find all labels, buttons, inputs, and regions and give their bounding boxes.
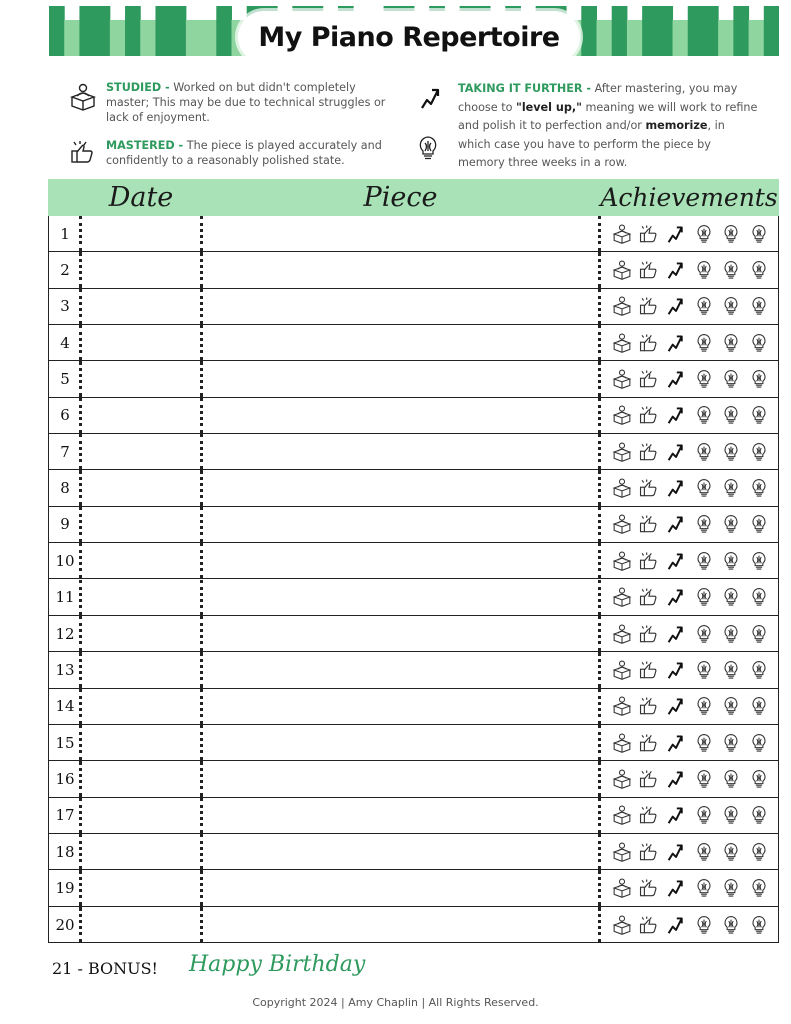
arrow-up-icon[interactable]	[667, 551, 687, 571]
row-number: 6	[60, 406, 70, 425]
box-person-icon[interactable]	[612, 805, 632, 825]
lightbulb-icon[interactable]	[695, 769, 715, 789]
box-person-icon[interactable]	[612, 624, 632, 644]
lightbulb-icon[interactable]	[695, 660, 715, 680]
piece-divider	[200, 689, 203, 724]
date-divider	[79, 907, 82, 943]
lightbulb-icon[interactable]	[750, 624, 770, 644]
lightbulb-icon[interactable]	[722, 587, 742, 607]
piano-key	[673, 20, 689, 56]
row-number: 12	[55, 624, 75, 643]
achievements-divider	[598, 434, 601, 469]
header-date: Date	[108, 182, 174, 213]
piano-key	[216, 6, 232, 56]
piano-key	[155, 6, 171, 56]
table-row	[49, 689, 778, 725]
date-divider	[79, 543, 82, 578]
date-divider	[79, 870, 82, 905]
box-person-icon[interactable]	[612, 405, 632, 425]
achievements-cell	[604, 761, 778, 796]
lightbulb-icon[interactable]	[695, 624, 715, 644]
lightbulb-icon[interactable]	[695, 478, 715, 498]
arrow-up-icon[interactable]	[667, 514, 687, 534]
lightbulb-icon[interactable]	[750, 842, 770, 862]
thumbs-up-icon[interactable]	[639, 769, 659, 789]
lightbulb-icon	[417, 135, 439, 161]
piece-divider	[200, 580, 203, 615]
thumbs-up-icon[interactable]	[639, 733, 659, 753]
lightbulb-icon[interactable]	[750, 296, 770, 316]
achievements-divider	[598, 580, 601, 615]
lightbulb-icon[interactable]	[695, 224, 715, 244]
achievements-cell	[604, 616, 778, 651]
piece-divider	[200, 907, 203, 943]
box-person-icon[interactable]	[612, 333, 632, 353]
lightbulb-icon[interactable]	[695, 296, 715, 316]
box-person-icon[interactable]	[612, 514, 632, 534]
lightbulb-icon[interactable]	[695, 842, 715, 862]
row-number: 13	[55, 660, 75, 679]
achievements-cell	[604, 252, 778, 287]
lightbulb-icon[interactable]	[722, 733, 742, 753]
box-person-icon[interactable]	[612, 296, 632, 316]
achievements-divider	[598, 616, 601, 651]
legend-taking-further: TAKING IT FURTHER - After mastering, you may choose to "level up," meaning we will work to refine and polish it to perfection and/or memorize, in which case you have to perform the piece by memory three weeks in a row.	[458, 82, 758, 169]
date-divider	[79, 325, 82, 360]
achievements-cell	[604, 289, 778, 324]
date-divider	[79, 434, 82, 469]
table-row	[49, 834, 778, 870]
thumbs-up-icon[interactable]	[639, 442, 659, 462]
table-row	[49, 252, 778, 288]
achievements-divider	[598, 470, 601, 505]
piano-key	[125, 6, 141, 56]
date-divider	[79, 398, 82, 433]
piano-key	[95, 6, 111, 56]
lightbulb-icon[interactable]	[695, 878, 715, 898]
piano-key	[718, 20, 734, 56]
piano-key	[581, 6, 597, 56]
table-row	[49, 325, 778, 361]
thumbs-up-icon[interactable]	[639, 369, 659, 389]
date-divider	[79, 689, 82, 724]
piece-divider	[200, 434, 203, 469]
lightbulb-icon[interactable]	[750, 696, 770, 716]
thumbs-up-icon[interactable]	[639, 660, 659, 680]
table-row	[49, 507, 778, 543]
row-number: 20	[55, 915, 75, 934]
bonus-label: 21 - BONUS!	[52, 959, 158, 978]
legend-mastered: MASTERED - The piece is played accurately and confidently to a reasonably polished state.	[106, 139, 382, 167]
piano-key	[749, 20, 765, 56]
thumbs-up-icon[interactable]	[639, 478, 659, 498]
lightbulb-icon[interactable]	[750, 915, 770, 935]
page-title: My Piano Repertoire	[258, 21, 560, 53]
lightbulb-icon[interactable]	[722, 224, 742, 244]
lightbulb-icon[interactable]	[722, 660, 742, 680]
arrow-up-icon[interactable]	[667, 224, 687, 244]
lightbulb-icon[interactable]	[750, 551, 770, 571]
arrow-up-icon[interactable]	[667, 878, 687, 898]
table-row	[49, 616, 778, 652]
arrow-up-icon[interactable]	[667, 915, 687, 935]
lightbulb-icon[interactable]	[722, 369, 742, 389]
lightbulb-icon[interactable]	[695, 805, 715, 825]
lightbulb-icon[interactable]	[750, 587, 770, 607]
box-person-icon[interactable]	[612, 769, 632, 789]
piano-key	[79, 6, 95, 56]
lightbulb-icon[interactable]	[695, 733, 715, 753]
achievements-divider	[598, 798, 601, 833]
achievements-divider	[598, 216, 601, 251]
piano-key	[627, 20, 643, 56]
arrow-up-icon[interactable]	[667, 805, 687, 825]
table-row	[49, 216, 778, 252]
piece-divider	[200, 507, 203, 542]
arrow-up-icon[interactable]	[667, 769, 687, 789]
box-person-icon[interactable]	[612, 733, 632, 753]
achievements-cell	[604, 507, 778, 542]
achievements-cell	[604, 361, 778, 396]
row-number: 10	[55, 551, 75, 570]
thumbs-up-icon[interactable]	[639, 260, 659, 280]
table-row	[49, 798, 778, 834]
lightbulb-icon[interactable]	[695, 514, 715, 534]
thumbs-up-icon[interactable]	[639, 514, 659, 534]
lightbulb-icon[interactable]	[722, 405, 742, 425]
table-row	[49, 543, 778, 579]
piano-key	[49, 6, 65, 56]
piece-divider	[200, 870, 203, 905]
legend-studied: STUDIED - Worked on but didn't completely master; This may be due to technical struggles or lack of enjoyment.	[106, 81, 386, 124]
row-number: 18	[55, 842, 75, 861]
piece-divider	[200, 216, 203, 251]
table-row	[49, 907, 778, 943]
achievements-cell	[604, 580, 778, 615]
lightbulb-icon[interactable]	[722, 514, 742, 534]
achievements-divider	[598, 689, 601, 724]
box-person-icon	[70, 83, 96, 111]
date-divider	[79, 470, 82, 505]
piano-key	[186, 20, 202, 56]
achievements-divider	[598, 289, 601, 324]
thumbs-up-icon[interactable]	[639, 405, 659, 425]
piano-key	[657, 6, 673, 56]
achievements-cell	[604, 907, 778, 943]
arrow-up-icon[interactable]	[667, 369, 687, 389]
achievements-cell	[604, 689, 778, 724]
table-row	[49, 761, 778, 797]
lightbulb-icon[interactable]	[722, 915, 742, 935]
thumbs-up-icon[interactable]	[639, 624, 659, 644]
piano-key	[597, 20, 613, 56]
arrow-up-icon[interactable]	[667, 296, 687, 316]
lightbulb-icon[interactable]	[750, 769, 770, 789]
lightbulb-icon[interactable]	[750, 805, 770, 825]
box-person-icon[interactable]	[612, 369, 632, 389]
box-person-icon[interactable]	[612, 224, 632, 244]
lightbulb-icon[interactable]	[750, 405, 770, 425]
lightbulb-icon[interactable]	[750, 442, 770, 462]
achievements-divider	[598, 252, 601, 287]
lightbulb-icon[interactable]	[695, 587, 715, 607]
lightbulb-icon[interactable]	[722, 260, 742, 280]
row-number: 8	[60, 479, 70, 498]
box-person-icon[interactable]	[612, 442, 632, 462]
lightbulb-icon[interactable]	[750, 733, 770, 753]
box-person-icon[interactable]	[612, 551, 632, 571]
piece-divider	[200, 398, 203, 433]
arrow-up-icon[interactable]	[667, 405, 687, 425]
date-divider	[79, 252, 82, 287]
table-row	[49, 652, 778, 688]
achievements-divider	[598, 507, 601, 542]
box-person-icon[interactable]	[612, 878, 632, 898]
achievements-cell	[604, 216, 778, 251]
piece-divider	[200, 798, 203, 833]
table-row	[49, 434, 778, 470]
achievements-divider	[598, 361, 601, 396]
arrow-up-icon[interactable]	[667, 733, 687, 753]
thumbs-up-icon[interactable]	[639, 878, 659, 898]
achievements-divider	[598, 725, 601, 760]
arrow-up-icon[interactable]	[667, 842, 687, 862]
box-person-icon[interactable]	[612, 587, 632, 607]
header-achievements: Achievements	[600, 183, 778, 212]
date-divider	[79, 725, 82, 760]
lightbulb-icon[interactable]	[695, 442, 715, 462]
date-divider	[79, 580, 82, 615]
table-header	[48, 179, 779, 216]
achievements-cell	[604, 652, 778, 687]
thumbs-up-icon[interactable]	[639, 842, 659, 862]
copyright: Copyright 2024 | Amy Chaplin | All Rights Reserved.	[252, 996, 539, 1009]
achievements-cell	[604, 870, 778, 905]
row-number: 9	[60, 515, 70, 534]
row-number: 14	[55, 697, 75, 716]
arrow-up-icon[interactable]	[667, 478, 687, 498]
piano-key	[764, 6, 779, 56]
piano-key	[703, 6, 719, 56]
thumbs-up-icon[interactable]	[639, 696, 659, 716]
date-divider	[79, 216, 82, 251]
date-divider	[79, 507, 82, 542]
lightbulb-icon[interactable]	[750, 878, 770, 898]
table-row	[49, 870, 778, 906]
thumbs-up-icon[interactable]	[639, 551, 659, 571]
table-row	[49, 470, 778, 506]
lightbulb-icon[interactable]	[722, 442, 742, 462]
thumbs-up-icon[interactable]	[639, 296, 659, 316]
table-row	[49, 361, 778, 397]
achievements-divider	[598, 761, 601, 796]
arrow-up-icon[interactable]	[667, 260, 687, 280]
arrow-up-icon[interactable]	[667, 333, 687, 353]
piece-divider	[200, 543, 203, 578]
achievements-cell	[604, 543, 778, 578]
achievements-divider	[598, 398, 601, 433]
lightbulb-icon[interactable]	[722, 333, 742, 353]
lightbulb-icon[interactable]	[695, 369, 715, 389]
date-divider	[79, 361, 82, 396]
achievements-cell	[604, 398, 778, 433]
row-number: 11	[55, 588, 75, 607]
repertoire-table	[48, 216, 779, 943]
piano-key	[688, 6, 704, 56]
lightbulb-icon[interactable]	[695, 405, 715, 425]
lightbulb-icon[interactable]	[722, 696, 742, 716]
achievements-divider	[598, 834, 601, 869]
piece-divider	[200, 325, 203, 360]
piano-key	[140, 20, 156, 56]
lightbulb-icon[interactable]	[722, 805, 742, 825]
thumbs-up-icon	[70, 140, 96, 164]
achievements-divider	[598, 907, 601, 943]
piece-divider	[200, 289, 203, 324]
achievements-divider	[598, 325, 601, 360]
piano-key	[110, 20, 126, 56]
date-divider	[79, 798, 82, 833]
arrow-up-icon[interactable]	[667, 587, 687, 607]
lightbulb-icon[interactable]	[722, 296, 742, 316]
piano-key	[733, 6, 749, 56]
piece-divider	[200, 725, 203, 760]
box-person-icon[interactable]	[612, 915, 632, 935]
table-row	[49, 725, 778, 761]
row-number: 2	[60, 261, 70, 280]
row-number: 3	[60, 297, 70, 316]
achievements-cell	[604, 325, 778, 360]
arrow-up-icon[interactable]	[667, 442, 687, 462]
date-divider	[79, 289, 82, 324]
row-number: 5	[60, 370, 70, 389]
box-person-icon[interactable]	[612, 660, 632, 680]
box-person-icon[interactable]	[612, 478, 632, 498]
lightbulb-icon[interactable]	[722, 878, 742, 898]
achievements-cell	[604, 798, 778, 833]
lightbulb-icon[interactable]	[695, 333, 715, 353]
lightbulb-icon[interactable]	[750, 478, 770, 498]
row-number: 15	[55, 733, 75, 752]
achievements-cell	[604, 470, 778, 505]
row-number: 7	[60, 442, 70, 461]
table-row	[49, 289, 778, 325]
lightbulb-icon[interactable]	[695, 260, 715, 280]
date-divider	[79, 761, 82, 796]
achievements-cell	[604, 434, 778, 469]
date-divider	[79, 652, 82, 687]
arrow-up-icon[interactable]	[667, 660, 687, 680]
arrow-up-icon[interactable]	[667, 696, 687, 716]
lightbulb-icon[interactable]	[750, 514, 770, 534]
piano-key	[612, 6, 628, 56]
box-person-icon[interactable]	[612, 696, 632, 716]
title-pill	[238, 11, 580, 63]
date-divider	[79, 616, 82, 651]
arrow-up-icon[interactable]	[667, 624, 687, 644]
lightbulb-icon[interactable]	[722, 478, 742, 498]
row-number: 17	[55, 806, 75, 825]
date-divider	[79, 834, 82, 869]
box-person-icon[interactable]	[612, 842, 632, 862]
table-row	[49, 580, 778, 616]
lightbulb-icon[interactable]	[750, 660, 770, 680]
row-number: 16	[55, 769, 75, 788]
achievements-divider	[598, 543, 601, 578]
lightbulb-icon[interactable]	[695, 696, 715, 716]
lightbulb-icon[interactable]	[750, 224, 770, 244]
piece-divider	[200, 761, 203, 796]
piece-divider	[200, 361, 203, 396]
lightbulb-icon[interactable]	[722, 551, 742, 571]
lightbulb-icon[interactable]	[695, 551, 715, 571]
thumbs-up-icon[interactable]	[639, 587, 659, 607]
achievements-cell	[604, 834, 778, 869]
thumbs-up-icon[interactable]	[639, 915, 659, 935]
achievements-divider	[598, 870, 601, 905]
piano-key	[64, 20, 80, 56]
lightbulb-icon[interactable]	[750, 369, 770, 389]
box-person-icon[interactable]	[612, 260, 632, 280]
piece-divider	[200, 470, 203, 505]
piece-divider	[200, 652, 203, 687]
piece-divider	[200, 834, 203, 869]
piano-key	[642, 6, 658, 56]
header-piece: Piece	[363, 182, 438, 213]
lightbulb-icon[interactable]	[722, 842, 742, 862]
lightbulb-icon[interactable]	[750, 260, 770, 280]
piece-divider	[200, 252, 203, 287]
lightbulb-icon[interactable]	[722, 624, 742, 644]
achievements-cell	[604, 725, 778, 760]
thumbs-up-icon[interactable]	[639, 333, 659, 353]
lightbulb-icon[interactable]	[722, 769, 742, 789]
thumbs-up-icon[interactable]	[639, 224, 659, 244]
row-number: 1	[60, 224, 70, 243]
row-number: 19	[55, 878, 75, 897]
row-number: 4	[60, 333, 70, 352]
thumbs-up-icon[interactable]	[639, 805, 659, 825]
bonus-note: Happy Birthday	[189, 952, 366, 977]
achievements-divider	[598, 652, 601, 687]
piano-key	[201, 20, 217, 56]
lightbulb-icon[interactable]	[695, 915, 715, 935]
piano-key	[171, 6, 187, 56]
piece-divider	[200, 616, 203, 651]
arrow-up-icon	[420, 86, 442, 110]
table-row	[49, 398, 778, 434]
lightbulb-icon[interactable]	[750, 333, 770, 353]
